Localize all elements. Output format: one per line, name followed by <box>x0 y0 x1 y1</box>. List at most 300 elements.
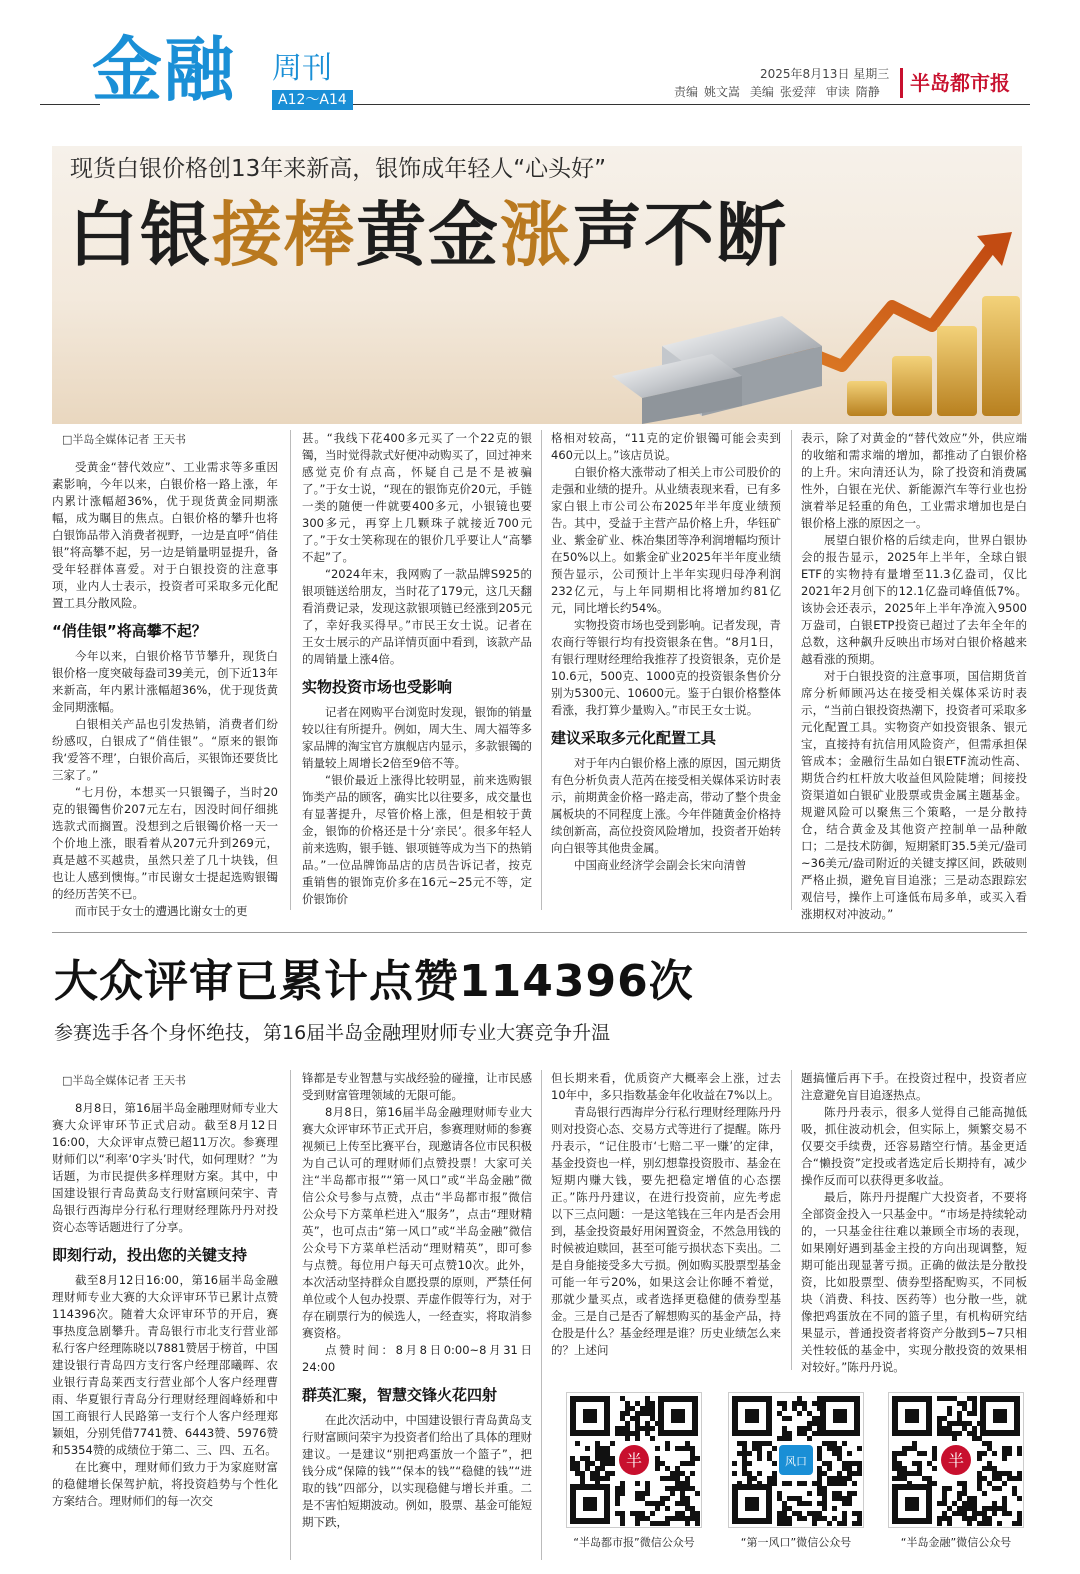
qr-module <box>797 1396 802 1401</box>
qr-module <box>580 1476 585 1481</box>
qr-module <box>982 1516 987 1521</box>
qr-module <box>842 1481 847 1486</box>
qr-module <box>957 1491 962 1496</box>
qr-module <box>680 1461 685 1466</box>
qr-module <box>660 1496 665 1501</box>
qr-module <box>787 1481 792 1486</box>
qr-module <box>847 1466 852 1471</box>
qr-module <box>1002 1456 1007 1461</box>
article1-column-1 <box>52 459 278 918</box>
qr-module <box>610 1471 615 1476</box>
qr-module <box>690 1486 695 1491</box>
qr-module <box>685 1481 690 1486</box>
qr-module <box>650 1411 655 1416</box>
qr-module <box>635 1421 640 1426</box>
qr-module <box>1017 1516 1022 1521</box>
qr-module <box>640 1426 645 1431</box>
qr-module <box>615 1501 620 1506</box>
qr-module <box>650 1406 655 1411</box>
qr-module <box>952 1431 957 1436</box>
qr-module <box>757 1471 762 1476</box>
qr-module <box>962 1501 967 1506</box>
qr-module <box>580 1471 585 1476</box>
column-divider <box>791 1070 792 1370</box>
qr-module <box>797 1411 802 1416</box>
qr-module <box>757 1441 762 1446</box>
qr-module <box>977 1481 982 1486</box>
qr-module <box>630 1511 635 1516</box>
qr-code-icon[interactable] <box>728 1392 864 1528</box>
qr-module <box>630 1431 635 1436</box>
qr-module <box>615 1496 620 1501</box>
qr-module <box>645 1501 650 1506</box>
qr-module <box>570 1466 575 1471</box>
qr-module <box>752 1476 757 1481</box>
qr-module <box>937 1426 942 1431</box>
qr-module <box>962 1516 967 1521</box>
masthead <box>0 0 1080 138</box>
qr-module <box>832 1446 837 1451</box>
qr-module <box>802 1426 807 1431</box>
qr-module <box>842 1511 847 1516</box>
qr-module <box>977 1511 982 1516</box>
qr-module <box>645 1426 650 1431</box>
qr-module <box>997 1471 1002 1476</box>
article1-column-2 <box>302 430 532 910</box>
qr-module <box>1002 1446 1007 1451</box>
qr-module <box>972 1496 977 1501</box>
qr-module <box>787 1516 792 1521</box>
qr-module <box>942 1491 947 1496</box>
qr-module <box>982 1506 987 1511</box>
qr-module <box>817 1511 822 1516</box>
qr-module <box>857 1466 862 1471</box>
qr-module <box>827 1466 832 1471</box>
qr-module <box>772 1476 777 1481</box>
qr-module <box>620 1491 625 1496</box>
qr-module <box>797 1481 802 1486</box>
masthead-rule-left <box>40 104 100 105</box>
qr-module <box>942 1511 947 1516</box>
qr-module <box>675 1471 680 1476</box>
qr-module <box>822 1491 827 1496</box>
qr-module <box>660 1476 665 1481</box>
qr-module <box>797 1496 802 1501</box>
qr-module <box>937 1516 942 1521</box>
qr-module <box>962 1426 967 1431</box>
qr-module <box>807 1436 812 1441</box>
qr-module <box>897 1476 902 1481</box>
qr-module <box>852 1521 857 1526</box>
qr-module <box>812 1431 817 1436</box>
qr-module <box>972 1516 977 1521</box>
qr-module <box>817 1476 822 1481</box>
article2-byline: □半岛全媒体记者 王天书 <box>62 1074 186 1087</box>
qr-module <box>570 1461 575 1466</box>
qr-module <box>580 1456 585 1461</box>
qr-module <box>842 1466 847 1471</box>
paragraph: “银价最近上涨得比较明显，前来选购银饰类产品的顾客，确实比以往要多，成交量也有显著提升，尽管价格上涨，但是相较于黄金，银饰的价格还是十分‘亲民’。很多年轻人前来选购，银手链、银项链等成为当下的热销品。”一位品牌饰品店的店员告诉记者，按克重销售的银饰克价多在16元~25元不等，定价银饰价 <box>302 773 532 906</box>
qr-module <box>690 1516 695 1521</box>
qr-module <box>665 1441 670 1446</box>
qr-module <box>822 1461 827 1466</box>
qr-module <box>650 1426 655 1431</box>
qr-module <box>625 1431 630 1436</box>
qr-module <box>842 1496 847 1501</box>
qr-module <box>957 1401 962 1406</box>
qr-module <box>595 1466 600 1471</box>
qr-module <box>595 1471 600 1476</box>
qr-module <box>630 1406 635 1411</box>
column-divider <box>541 430 542 910</box>
qr-module <box>732 1471 737 1476</box>
qr-module <box>1012 1521 1017 1526</box>
qr-module <box>952 1436 957 1441</box>
qr-module <box>675 1516 680 1521</box>
qr-module <box>615 1511 620 1516</box>
headline-part-5: 声不断 <box>572 194 788 276</box>
qr-module <box>772 1446 777 1451</box>
qr-module <box>737 1441 742 1446</box>
paragraph: 青岛银行西海岸分行私行理财经理陈丹丹则对投资心态、交易方式等进行了提醒。陈丹丹表示，“记住股市‘七赔二平一赚’的定律，基金投资也一样，别幻想靠投资股市、基金在短期内赚大钱，要先把稳定增值的心态摆正。”陈丹丹建议，在进行投资前，应先考虑以下三点问题：一是这笔钱在三年内是否会用到，基金投资最好用闲置资金，不然急用钱的时候被迫赎回，甚至可能亏损状态下卖出。二是自身能接受多大亏损。例如购买股票型基金可能一年亏20%，如果这会让你睡不着觉，那就少量买点，或者选择更稳健的债券型基金。三是自己是否了解想购买的基金产品，持仓股是什么？基金经理是谁？历史业绩怎么来的？上述问 <box>551 1105 781 1357</box>
qr-module <box>1002 1496 1007 1501</box>
qr-module <box>620 1516 625 1521</box>
qr-module <box>822 1496 827 1501</box>
qr-module <box>837 1481 842 1486</box>
qr-module <box>952 1421 957 1426</box>
paragraph: 甚。“我线下花400多元买了一个22克的银镯，当时觉得款式好便冲动购买了，回过神来感觉克价有点高，怀疑自己是不是被骗了。”于女士说，“现在的银饰克价20元，手链一类的随便一件就要400多元，小银镜也要300多元，再穿上几颗珠子就接近700元了。”于女士笑称现在的银价几乎要让人“高攀不起”了。 <box>302 431 532 564</box>
paragraph: “2024年末，我网购了一款品牌S925的银项链送给朋友，当时花了179元，这几天翻看消费记录，发现这款银项链已经涨到205元了，幸好我买得早。”市民王女士说。记者在王女士展示的产品详情页面中看到，该款产品的周销量上涨4倍。 <box>302 567 532 666</box>
qr-module <box>957 1506 962 1511</box>
qr-module <box>962 1406 967 1411</box>
qr-module <box>635 1426 640 1431</box>
qr-module <box>610 1456 615 1461</box>
qr-module <box>610 1441 615 1446</box>
qr-module <box>827 1481 832 1486</box>
qr-module <box>620 1481 625 1486</box>
qr-module <box>917 1451 922 1456</box>
qr1-caption: “半岛都市报”微信公众号 <box>573 1536 695 1549</box>
qr-module <box>640 1491 645 1496</box>
qr-module <box>977 1456 982 1461</box>
qr-module <box>615 1486 620 1491</box>
column-divider <box>541 1070 542 1560</box>
qr-module <box>610 1461 615 1466</box>
qr-module <box>942 1396 947 1401</box>
qr-module <box>997 1506 1002 1511</box>
qr-code-icon[interactable] <box>888 1392 1024 1528</box>
qr-module <box>635 1496 640 1501</box>
qr-module <box>857 1461 862 1466</box>
qr-module <box>937 1396 942 1401</box>
qr-module <box>767 1451 772 1456</box>
qr-module <box>620 1511 625 1516</box>
paragraph: 点赞时间：8月8日0:00~8月31日24:00 <box>302 1343 532 1374</box>
qr-module <box>1002 1506 1007 1511</box>
qr-module <box>847 1501 852 1506</box>
qr-module <box>807 1491 812 1496</box>
qr-module <box>595 1456 600 1461</box>
qr-module <box>832 1516 837 1521</box>
qr-module <box>987 1441 992 1446</box>
qr-module <box>942 1516 947 1521</box>
qr-module <box>797 1401 802 1406</box>
qr-module <box>782 1416 787 1421</box>
qr-module <box>812 1511 817 1516</box>
subheading-2: 实物投资市场也受影响 <box>302 678 453 696</box>
paragraph: 格相对较高，“11克的定价银镯可能会卖到460元以上。”该店员说。 <box>551 431 781 462</box>
qr-module <box>917 1471 922 1476</box>
qr-module <box>832 1441 837 1446</box>
qr-module <box>967 1411 972 1416</box>
qr-module <box>947 1411 952 1416</box>
qr-module <box>1017 1446 1022 1451</box>
qr-module <box>817 1516 822 1521</box>
qr-module <box>992 1466 997 1471</box>
article2-subtitle: 参赛选手各个身怀绝技，第16届半岛金融理财师专业大赛竞争升温 <box>54 1022 611 1044</box>
qr-module <box>822 1486 827 1491</box>
qr-code-icon[interactable] <box>566 1392 702 1528</box>
qr-module <box>605 1476 610 1481</box>
qr-module <box>957 1416 962 1421</box>
paragraph: “七月份，本想买一只银镯子，当时20克的银镯售价207元左右，因没时间仔细挑选款式而搁置。没想到之后银镯价格一天一个价地上涨，眼看着从207元升到269元，真是越不买越贵，虽然只差了几十块钱，但也让人感到懊悔。”市民谢女士提起选购银镯的经历苦笑不已。 <box>52 785 278 901</box>
paragraph: 8月8日，第16届半岛金融理财师专业大赛大众评审环节正式开启，参赛理财师的参赛视频已上传至比赛平台，现邀请各位市民积极为自己认可的理财师们点赞投票！大家可关注“半岛都市报”“第一风口”或“半岛金融”微信公众号参与点赞，点击“半岛都市报”微信公众号下方菜单栏进入“服务”，点击“理财精英”，也可点击“第一风口”或“半岛金融”微信公众号下方菜单栏活动“理财精英”，即可参与点赞。每位用户每天可点赞10次。此外，本次活动坚持群众自愿投票的原则，严禁任何单位或个人包办投票、弄虚作假等行为，对于存在刷票行为的候选人，一经查实，将取消参赛资格。 <box>302 1105 532 1340</box>
qr-module <box>942 1426 947 1431</box>
gold-coin-stack-icon <box>847 296 1020 416</box>
qr-module <box>645 1491 650 1496</box>
qr-module <box>747 1451 752 1456</box>
qr-module <box>832 1491 837 1496</box>
qr-module <box>792 1496 797 1501</box>
qr-module <box>620 1431 625 1436</box>
qr-module <box>972 1406 977 1411</box>
qr-module <box>742 1441 747 1446</box>
qr-module <box>847 1461 852 1466</box>
qr-module <box>812 1521 817 1526</box>
qr-module <box>947 1516 952 1521</box>
headline-part-1: 白银 <box>68 194 212 276</box>
article2-column-4 <box>801 1070 1027 1374</box>
qr-module <box>732 1461 737 1466</box>
qr-module <box>982 1476 987 1481</box>
qr-module <box>972 1431 977 1436</box>
qr-module <box>917 1466 922 1471</box>
qr-module <box>802 1431 807 1436</box>
editor-credits <box>674 84 886 100</box>
paragraph: 在此次活动中，中国建设银行青岛黄岛支行财富顾问荣宇为投资者们给出了具体的理财建议。一是建议“别把鸡蛋放一个篮子”，把钱分成“保障的钱”“保本的钱”“稳健的钱”“进取的钱”四部分，以实现稳健与增长并重。二是不害怕短期波动。例如，股票、基金可能短期下跌， <box>302 1413 532 1529</box>
qr-module <box>932 1451 937 1456</box>
qr-module <box>620 1396 625 1401</box>
lead-subtitle: 现货白银价格创13年来新高，银饰成年轻人“心头好” <box>70 156 607 182</box>
qr-module <box>1012 1486 1017 1491</box>
qr-module <box>645 1396 650 1401</box>
qr-module <box>590 1471 595 1476</box>
qr-module <box>695 1521 700 1526</box>
article1-byline: □半岛全媒体记者 王天书 <box>62 433 186 446</box>
qr-module <box>600 1476 605 1481</box>
qr-module <box>797 1426 802 1431</box>
qr-module <box>827 1521 832 1526</box>
qr-module <box>605 1456 610 1461</box>
qr-module <box>797 1511 802 1516</box>
qr-module <box>827 1476 832 1481</box>
qr-module <box>912 1471 917 1476</box>
qr-module <box>640 1406 645 1411</box>
qr-module <box>912 1446 917 1451</box>
qr-module <box>635 1511 640 1516</box>
qr-module <box>600 1451 605 1456</box>
qr-module <box>822 1471 827 1476</box>
paragraph: 在比赛中，理财师们致力于为家庭财富的稳健增长保驾护航，将投资趋势与个性化方案结合。理财师们的每一次交 <box>52 1460 278 1508</box>
article1-column-4 <box>801 430 1027 921</box>
qr-module <box>807 1426 812 1431</box>
qr-module <box>645 1421 650 1426</box>
headline-part-3: 黄金 <box>356 194 500 276</box>
qr-module <box>802 1516 807 1521</box>
qr-module <box>655 1466 660 1471</box>
qr-module <box>575 1461 580 1466</box>
qr-module <box>600 1456 605 1461</box>
issue-date: 2025年8月13日 星期三 <box>760 67 890 81</box>
qr-module <box>1007 1451 1012 1456</box>
qr-module <box>957 1481 962 1486</box>
qr-module <box>837 1476 842 1481</box>
qr-module <box>852 1481 857 1486</box>
qr-module <box>1017 1496 1022 1501</box>
qr-module <box>787 1521 792 1526</box>
qr-module <box>695 1516 700 1521</box>
qr-module <box>675 1446 680 1451</box>
qr-module <box>817 1491 822 1496</box>
editor-name: 姚文嵩 <box>704 85 741 99</box>
qr-module <box>640 1411 645 1416</box>
qr-module <box>987 1461 992 1466</box>
headline-part-4: 涨 <box>500 194 572 276</box>
qr-module <box>585 1466 590 1471</box>
qr-module <box>782 1406 787 1411</box>
qr-module <box>842 1521 847 1526</box>
qr-module <box>832 1496 837 1501</box>
qr-module <box>832 1451 837 1456</box>
qr-module <box>655 1521 660 1526</box>
qr-module <box>812 1421 817 1426</box>
qr-module <box>782 1431 787 1436</box>
qr-module <box>777 1491 782 1496</box>
qr-module <box>685 1506 690 1511</box>
qr-module <box>822 1516 827 1521</box>
qr-module <box>747 1476 752 1481</box>
qr-module <box>777 1411 782 1416</box>
qr-module <box>777 1521 782 1526</box>
qr-module <box>852 1461 857 1466</box>
qr-module <box>802 1481 807 1486</box>
qr-module <box>962 1401 967 1406</box>
qr-module <box>962 1511 967 1516</box>
qr-module <box>827 1441 832 1446</box>
qr-module <box>817 1471 822 1476</box>
qr-module <box>922 1476 927 1481</box>
qr-module <box>912 1441 917 1446</box>
qr-module <box>595 1451 600 1456</box>
qr-module <box>757 1446 762 1451</box>
qr-module <box>792 1406 797 1411</box>
qr-module <box>902 1476 907 1481</box>
qr-module <box>777 1511 782 1516</box>
review-label: 审读 <box>825 85 850 99</box>
qr-module <box>665 1506 670 1511</box>
qr-module <box>665 1516 670 1521</box>
qr-module <box>812 1481 817 1486</box>
qr-module <box>817 1451 822 1456</box>
qr-module <box>650 1416 655 1421</box>
qr-module <box>600 1446 605 1451</box>
qr-module <box>655 1501 660 1506</box>
article2-column-3 <box>551 1070 781 1370</box>
qr-module <box>947 1431 952 1436</box>
qr-module <box>902 1466 907 1471</box>
qr-module <box>817 1481 822 1486</box>
qr-module <box>792 1511 797 1516</box>
article1-column-3 <box>551 430 781 910</box>
qr-module <box>1007 1511 1012 1516</box>
qr-module <box>992 1501 997 1506</box>
qr-module <box>812 1401 817 1406</box>
qr-module <box>605 1461 610 1466</box>
qr-module <box>767 1476 772 1481</box>
paragraph: 今年以来，白银价格节节攀升，现货白银价格一度突破每盎司39美元，创下近13年来新高，年内累计涨幅超36%，优于现货黄金同期涨幅。 <box>52 649 278 714</box>
qr-module <box>972 1426 977 1431</box>
qr-module <box>962 1421 967 1426</box>
qr-module <box>852 1471 857 1476</box>
qr3-logo-icon: 半 <box>947 1451 965 1470</box>
paragraph: 白银相关产品也引发热销，消费者们纷纷感叹，白银成了“俏佳银”。“原来的银饰我‘爱答不理’，白银价高后，买银饰还要货比三家了。” <box>52 717 278 782</box>
qr-module <box>690 1511 695 1516</box>
qr-module <box>655 1456 660 1461</box>
paper-divider <box>900 68 903 98</box>
qr-module <box>817 1456 822 1461</box>
qr-module <box>680 1471 685 1476</box>
paragraph: 最后，陈丹丹提醒广大投资者，不要将全部资金投入一只基金中。“市场是持续轮动的，一只基金往往难以兼顾全市场的表现，如果刚好遇到基金主投的方向出现调整，短期可能出现显著亏损。正确的做法是分散投资，比如股票型、债券型搭配购买，不同板块（消费、科技、医药等）也分散一些，就像把鸡蛋放在不同的篮子里，有机构研究结果显示，普通投资者将资产分散到5~7只相关性较低的基金中，实现分散投资的效果相对较好。”陈丹丹说。 <box>801 1190 1027 1374</box>
qr-module <box>842 1501 847 1506</box>
qr-module <box>757 1456 762 1461</box>
paragraph: 8月8日，第16届半岛金融理财师专业大赛大众评审环节正式启动。截至8月12日16:00，大众评审点赞已超11万次。参赛理财师们以“利率‘0字头’时代，如何理财？”为话题，为市民提供多样理财方案。其中，中国建设银行青岛黄岛支行财富顾问荣宇、青岛银行西海岸分行私行理财经理陈丹丹对投资心态等话题进行了分享。 <box>52 1101 278 1234</box>
qr-module <box>620 1521 625 1526</box>
qr-module <box>655 1461 660 1466</box>
qr-module <box>670 1476 675 1481</box>
paragraph: 对于年内白银价格上涨的原因，国元期货有色分析负责人范芮在接受相关媒体采访时表示，前期黄金价格一路走高，带动了整个贵金属板块的不同程度上涨。今年伴随黄金价格持续创新高，高位投资风险增加，投资者开始转向白银等其他贵金属。 <box>551 756 781 855</box>
qr-module <box>670 1471 675 1476</box>
column-divider <box>290 430 291 910</box>
qr-module <box>972 1436 977 1441</box>
qr-module <box>680 1481 685 1486</box>
qr-module <box>635 1516 640 1521</box>
qr-module <box>967 1516 972 1521</box>
qr-module <box>947 1506 952 1511</box>
qr-module <box>1012 1491 1017 1496</box>
lead-banner <box>52 146 1022 424</box>
qr-module <box>787 1416 792 1421</box>
qr-module <box>605 1446 610 1451</box>
qr-module <box>620 1426 625 1431</box>
qr-module <box>982 1451 987 1456</box>
qr-module <box>777 1516 782 1521</box>
qr-module <box>962 1481 967 1486</box>
qr-module <box>782 1481 787 1486</box>
qr-module <box>625 1406 630 1411</box>
qr-module <box>600 1461 605 1466</box>
qr-module <box>742 1456 747 1461</box>
qr-module <box>625 1426 630 1431</box>
